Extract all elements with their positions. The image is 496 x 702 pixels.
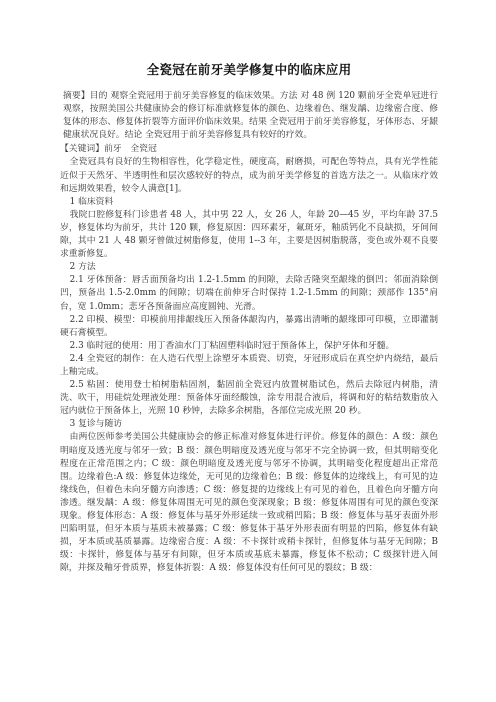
intro-paragraph: 全瓷冠具有良好的生物相容性，化学稳定性，硬度高，耐磨损，可配色等特点，具有光学性能近似于天然牙、半透明性和层次感较好的特点，成为前牙美学修复的首选方法之一。从临床疗效和远期效果看，较令人满意[1]。: [60, 157, 438, 194]
section-1-heading: 1 临床资料: [69, 196, 114, 207]
section-1-paragraph: 我院口腔修复科门诊患者 48 人，其中男 22 人，女 26 人，年龄 20—45 岁，平均年龄 37.5 岁，修复体均为前牙，共计 120 颗，修复原因：四环素牙，氟斑牙，釉质钙化不良缺损，牙间间隙，其中 21 人 48 颗牙曾做过树脂修复，使用 1--3 年，主要是因树脂脱落，变色或外观不良要求重新修复。: [60, 209, 438, 260]
section-3-paragraph: 由两位医师参考美国公共健康协会的修正标准对修复体进行评价。修复体的颜色：A 级：颜色明暗度及透光度与邻牙一致；B 级：颜色明暗度及透光度与邻牙不完全协调一致，但其明暗变化程度在正常范围之内；C 级：颜色明暗度及透光度与邻牙不协调，其明暗变化程度超出正常范围。边缘着色:A 级：修复体边缘处，无可见的边缘着色；B 级：修复体的边缘线上，有可见的边缘线色，但着色未向牙髓方向渗透；C 级：修复提的边缘线上有可见的着色，且着色向牙髓方向渗透。继发龋：A 级：修复体周围无可见的颜色变深现象；B 级：修复体周围有可见的颜色变深现象。修复体形态：A 级：修复体与基牙外形延续一致或稍凹陷；B 级：修复体与基牙表面外形凹陷明显，但牙本质与基质未被暴露；C 级：修复体于基牙外形表面有明显的凹陷，修复体有缺损，牙本质或基质暴露。边缘密合度：A 级：不卡探针或稍卡探针，但修复体与基牙无间隙；B 级：卡探针，修复体与基牙有间隙，但牙本质或基底未暴露，修复体不松动；C 级探针进入间隙，并探及釉牙骨质界，修复体折裂：A 级：修复体没有任何可见的裂纹；B 级：: [60, 432, 438, 574]
section-2-heading: 2 方法: [69, 262, 96, 273]
section-2-5-paragraph: 2.5 粘固：使用登士柏树脂粘固剂，黏固前全瓷冠内放置树脂试色，然后去除冠内树脂，清洗、吹干，用硅烷处理液处理：预备体牙面经酸蚀，涂专用混合液后，将调和好的粘结数脂放入冠内就位于预备体上，光照 10 秒钟，去除多余树脂，各部位完成光照 20 秒。: [60, 380, 438, 417]
keywords-paragraph: 【关键词】前牙 全瓷冠: [60, 144, 157, 155]
page-title: 全瓷冠在前牙美学修复中的临床应用: [146, 62, 352, 77]
section-3-heading: 3 复诊与随访: [69, 419, 123, 430]
abstract-paragraph: 摘要】目的 观察全瓷冠用于前牙美容修复的临床效果。方法 对 48 例 120 颗前牙全瓷单冠进行观察，按照美国公共健康协会的修订标准就修复体的颜色、边缘着色、继发龋、边缘密合度、修复体的形态、修复体折裂等方面评价临床效果。结果 全瓷冠用于前牙美容修复，牙体形态、牙龈健康状况良好。结论 全瓷冠用于前牙美容修复具有较好的疗效。: [63, 91, 438, 141]
section-2-2-paragraph: 2.2 印模、模型：印模前用排龈线压入预备体龈沟内，暴露出清晰的龈缘即可印模，立即灌制硬石膏模型。: [60, 314, 438, 338]
section-2-4-paragraph: 2.4 全瓷冠的制作：在人造石代型上涂塑牙本质瓷、切瓷，牙冠形成后在真空炉内烧结，最后上釉完成。: [60, 353, 438, 377]
section-2-3-paragraph: 2.3 临时冠的使用：用丁香油水门丁粘固塑料临时冠于预备体上，保护牙体和牙髓。: [69, 340, 395, 351]
section-2-1-paragraph: 2.1 牙体预备：唇舌面预备均出 1.2-1.5mm 的间隙，去除舌隆突至龈缘的倒凹；邻面消除倒凹，预备出 1.5-2.0mm 的间隙；切端在前伸牙合时保持 1.2-1.5mm 的间隙；颈部作 135°肩台，宽 1.0mm；悲牙各预备面应高度圆钝、光滑。: [60, 275, 438, 312]
